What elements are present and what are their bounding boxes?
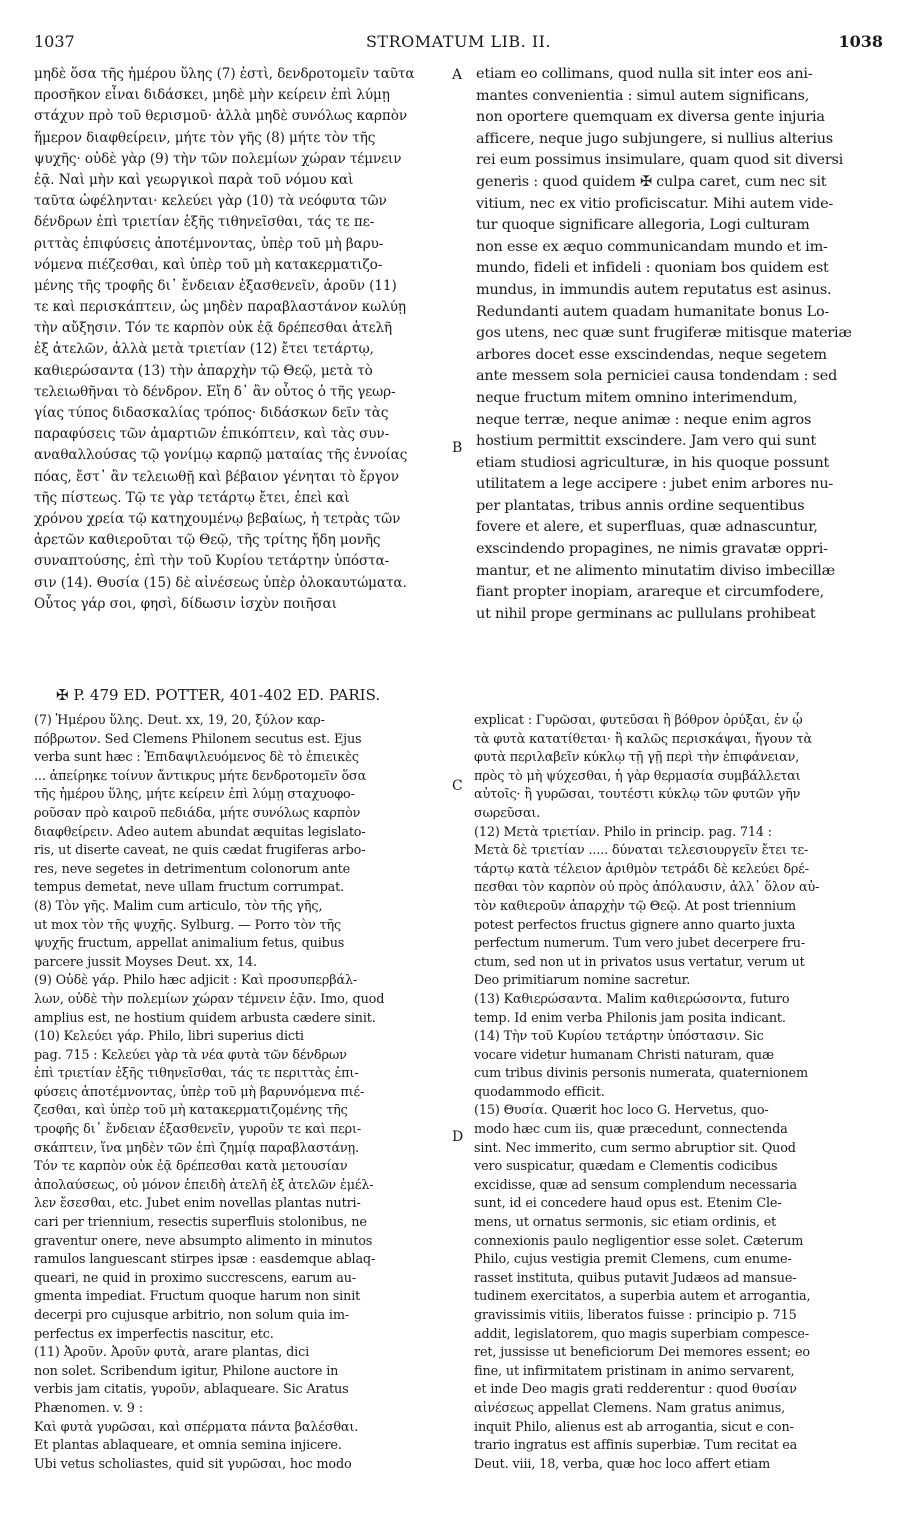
greek-text-line: νόμενα πιέζεσθαι, καὶ ὑπὲρ τοῦ μὴ κατακερματιζο- xyxy=(34,256,383,273)
latin-text-line: etiam eo collimans, quod nulla sit inter eos ani- xyxy=(476,66,813,82)
note-line: λων, οὐδὲ τὴν πολεμίων χώραν τέμνειν ἐᾷν. Imo, quod xyxy=(34,991,385,1007)
note-line: cum tribus divinis personis numerata, quaternionem xyxy=(474,1066,808,1082)
note-line: Καὶ φυτὰ γυρῶσαι, καὶ σπέρματα πάντα βαλέσθαι. xyxy=(34,1419,359,1435)
right-page-number: 1038 xyxy=(838,32,883,51)
note-line: τὰ φυτὰ κατατίθεται· ἢ καλῶς περισκάψαι, ἤγουν τὰ xyxy=(474,731,812,747)
note-line: temp. Id enim verba Philonis jam posita indicant. xyxy=(474,1010,786,1026)
note-line: sunt, id ei concedere haud opus est. Etenim Cle- xyxy=(474,1196,782,1212)
latin-text-column xyxy=(476,64,889,625)
note-line: Et plantas ablaqueare, et omnia semina injicere. xyxy=(34,1438,342,1454)
note-line: πρὸς τὸ μὴ ψύχεσθαι, ἡ γὰρ θερμασία συμβάλλεται xyxy=(474,768,801,784)
greek-text-line: μηδὲ ὅσα τῆς ἡμέρου ὕλης (7) ἐστὶ, δενδροτομεῖν ταῦτα xyxy=(34,66,415,82)
note-line: φύσεις ἀποτέμνοντας, ὑπὲρ τοῦ μὴ βαρυνόμενα πιέ- xyxy=(34,1084,365,1100)
latin-text-line: neque fructum mitem omnino interimendum, xyxy=(476,389,798,406)
note-line: (10) Κελεύει γάρ. Philo, libri superius dicti xyxy=(34,1029,304,1045)
greek-text-line: μένης τῆς τροφῆς δι᾽ ἔνδειαν ἐξασθενεῖν, ἀροῦν (11) xyxy=(34,277,397,294)
note-line: et inde Deo magis grati redderentur : quod θυσίαν xyxy=(474,1382,797,1398)
greek-text-line: ἥμερον διαφθείρειν, μήτε τὸν γῆς (8) μήτε τὸν τῆς xyxy=(34,129,376,146)
note-line: Τόν τε καρπὸν οὐκ ἐᾷ δρέπεσθαι κατὰ μετουσίαν xyxy=(34,1159,348,1175)
note-line: decerpi pro cujusque arbitrio, non solum quia im- xyxy=(34,1308,350,1323)
note-line: (15) Θυσία. Quærit hoc loco G. Hervetus, quo- xyxy=(474,1103,769,1119)
running-title: STROMATUM LIB. II. xyxy=(365,32,552,51)
greek-text-line: πόας, ἔστ᾽ ἂν τελειωθῇ καὶ βέβαιον γένηται τὸ ἔργον xyxy=(34,468,399,485)
latin-text-line: utilitatem a lege accipere : jubet enim arbores nu- xyxy=(476,476,834,493)
latin-text-line: mundus, in immundis autem reputatus est asinus. xyxy=(476,281,832,298)
note-line: (14) Τὴν τοῦ Κυρίου τετάρτην ὑπόστασιν. Sic xyxy=(474,1029,764,1045)
left-page-number: 1037 xyxy=(34,32,75,51)
latin-text-line: afficere, neque jugo subjungere, si nullius alterius xyxy=(476,130,833,147)
latin-text-line: Redundanti autem quadam humanitate bonus Lo- xyxy=(476,303,830,320)
note-line: connexionis paulo negligentior esse solet. Cæterum xyxy=(474,1233,804,1249)
note-line: tempus demetat, neve ullam fructum corrumpat. xyxy=(34,880,344,896)
note-line: sint. Nec immerito, cum sermo abruptior sit. Quod xyxy=(474,1140,796,1156)
latin-text-line: per plantatas, tribus annis ordine sequentibus xyxy=(476,497,805,514)
greek-text-line: χρόνου χρεία τῷ κατηχουμένῳ βεβαίως, ἡ τετρὰς τῶν xyxy=(34,510,401,527)
note-line: Philo, cujus vestigia premit Clemens, cum enume- xyxy=(474,1252,792,1268)
note-line: gravissimis vitiis, liberatos fuisse : principio p. 715 xyxy=(474,1308,797,1323)
greek-text-line: τε καὶ περισκάπτειν, ὡς μηδὲν παραβλαστάνον κωλύῃ xyxy=(34,299,406,316)
note-line: parcere jussit Moyses Deut. xx, 14. xyxy=(34,954,257,970)
note-line: graventur onere, neve absumpto alimento in minutos xyxy=(34,1233,373,1249)
note-line: αὐτοῖς· ἢ γυρῶσαι, τουτέστι κύκλῳ τῶν φυτῶν γῆν xyxy=(474,787,801,803)
notes-right-column xyxy=(474,712,892,1474)
greek-text-line: γίας τύπος διδασκαλίας τρόπος· διδάσκων δεῖν τὰς xyxy=(34,405,389,421)
note-line: cari per triennium, resectis superfluis stolonibus, ne xyxy=(34,1215,367,1231)
greek-text-line: τῆς πίστεως. Τῷ τε γὰρ τετάρτῳ ἔτει, ἐπεὶ καὶ xyxy=(34,489,350,506)
note-line: fine, ut infirmitatem pristinam in animo servarent, xyxy=(474,1363,795,1379)
note-line: διαφθείρειν. Adeo autem abundat æquitas legislato- xyxy=(34,824,366,840)
note-line: perfectum numerum. Tum vero jubet decerpere fru- xyxy=(474,936,805,952)
greek-text-line: τὴν αὔξησιν. Τόν τε καρπὸν οὐκ ἐᾷ δρέπεσθαι ἀτελῆ xyxy=(34,320,393,337)
note-line: vero suspicatur, quædam e Clementis codicibus xyxy=(474,1159,778,1175)
note-line: ψυχῆς fructum, appellat animalium fetus, quibus xyxy=(34,936,345,952)
margin-letter-d: D xyxy=(452,1129,464,1145)
margin-letter-b: B xyxy=(452,440,463,456)
latin-text-line: arbores docet esse exscindendas, neque segetem xyxy=(476,346,827,363)
margin-letter-a: A xyxy=(452,67,463,83)
note-line: excidisse, quæ ad sensum complendum necessaria xyxy=(474,1177,797,1193)
note-line: rasset instituta, quibus putavit Judæos ad mansue- xyxy=(474,1270,797,1286)
greek-text-line: τελειωθῆναι τὸ δένδρον. Εἴη δ᾽ ἂν οὗτος ὁ τῆς γεωρ- xyxy=(34,383,396,400)
latin-text-line: fiant propter inopiam, arareque et circumfodere, xyxy=(476,584,825,601)
note-line: ret, jussisse ut beneficiorum Dei memores essent; eo xyxy=(474,1345,810,1361)
latin-text-line: non oportere quemquam ex diversa gente injuria xyxy=(476,109,825,126)
greek-text-line: καθιερώσαντα (13) τὴν ἀπαρχὴν τῷ Θεῷ, μετὰ τὸ xyxy=(34,362,373,379)
note-line: explicat : Γυρῶσαι, φυτεῦσαι ἢ βόθρον ὀρύξαι, ἐν ᾧ xyxy=(474,713,803,728)
note-line: res, neve segetes in detrimentum colonorum ante xyxy=(34,861,351,877)
latin-text-line: mundo, fideli et infideli : quoniam bos quidem est xyxy=(476,260,829,277)
greek-text-line: σιν (14). Θυσία (15) δὲ αἰνέσεως ὑπὲρ ὁλοκαυτώματα. xyxy=(34,574,407,591)
latin-text-line: etiam studiosi agriculturæ, in his quoque possunt xyxy=(476,454,830,471)
note-line: inquit Philo, alienus est ab arrogantia, sicut e con- xyxy=(474,1419,794,1435)
note-line: ramulos languescant stirpes ipsæ : easdemque ablaq- xyxy=(34,1252,376,1268)
latin-text-line: ante messem sola perniciei causa tondendam : sed xyxy=(476,368,838,385)
note-line: (9) Οὐδὲ γάρ. Philo hæc adjicit : Καὶ προσυπερβάλ- xyxy=(34,973,358,989)
note-line: trario ingratus est affinis superbiæ. Tum recitat ea xyxy=(474,1438,798,1454)
latin-text-line: generis : quod quidem ✠ culpa caret, cum nec sit xyxy=(476,173,827,190)
note-line: πόβρωτον. Sed Clemens Philonem secutus est. Ejus xyxy=(34,731,362,747)
note-line: amplius est, ne hostium quidem arbusta cædere sinit. xyxy=(34,1010,376,1026)
note-line: ris, ut diserte caveat, ne quis cædat frugiferas arbo- xyxy=(34,843,366,859)
margin-letter-c: C xyxy=(452,778,463,794)
note-line: ... ἀπείρηκε τοίνυν ἄντικρυς μήτε δενδροτομεῖν ὅσα xyxy=(34,768,367,784)
note-line: (13) Καθιερώσαντα. Malim καθιερώσοντα, futuro xyxy=(474,991,790,1007)
note-line: τὸν καθιεροῦν ἀπαρχὴν τῷ Θεῷ. At post triennium xyxy=(474,898,796,914)
note-line: ut mox τὸν τῆς ψυχῆς. Sylburg. — Porro τὸν τῆς xyxy=(34,917,342,933)
note-line: potest perfectos fructus gignere anno quarto juxta xyxy=(474,917,796,933)
greek-text-line: ἀρετῶν καθιεροῦται τῷ Θεῷ, τῆς τρίτης ἤδη μονῆς xyxy=(34,532,381,549)
latin-text-line: ut nihil prope germinans ac pullulans prohibeat xyxy=(476,605,816,622)
note-line: pag. 715 : Κελεύει γὰρ τὰ νέα φυτὰ τῶν δένδρων xyxy=(34,1047,347,1063)
note-line: Deo primitiarum nomine sacretur. xyxy=(474,973,691,989)
note-line: φυτὰ περιλαβεῖν κύκλῳ τῇ γῇ περὶ τὴν ἐπιφάνειαν, xyxy=(474,750,800,766)
edition-reference: ✠ P. 479 ED. POTTER, 401-402 ED. PARIS. xyxy=(56,686,381,704)
greek-text-line: ἐξ ἀτελῶν, ἀλλὰ μετὰ τριετίαν (12) ἔτει τετάρτῳ, xyxy=(34,341,374,358)
latin-text-line: vitium, nec ex vitio proficiscatur. Mihi autem vide- xyxy=(476,195,834,212)
latin-text-line: non esse ex æquo communicandam mundo et im- xyxy=(476,238,828,255)
note-line: αἰνέσεως appellat Clemens. Nam gratus animus, xyxy=(474,1400,786,1416)
greek-text-line: συναπτούσης, ἐπὶ τὴν τοῦ Κυρίου τετάρτην ὑπόστα- xyxy=(34,553,390,570)
note-line: πεσθαι τὸν καρπὸν οὐ πρὸς ἀπόλαυσιν, ἀλλ᾽ ὅλον αὐ- xyxy=(474,880,820,896)
latin-text-line: exscindendo propagines, ne nimis gravatæ oppri- xyxy=(476,541,828,558)
note-line: verba sunt hæc : Ἐπιδαψιλευόμενος δὲ τὸ ἐπιεικὲς xyxy=(34,750,359,766)
note-line: vocare videtur humanam Christi naturam, quæ xyxy=(474,1047,774,1063)
note-line: σκάπτειν, ἵνα μηδὲν τῶν ἐπὶ ζημίᾳ παραβλαστάνῃ. xyxy=(34,1140,359,1156)
note-line: ροῦσαν πρὸ καιροῦ πεδιάδα, μήτε συνόλως καρπὸν xyxy=(34,805,361,821)
greek-text-line: ψυχῆς· οὐδὲ γὰρ (9) τὴν τῶν πολεμίων χώραν τέμνειν xyxy=(34,150,402,167)
latin-text-line: tur quoque significare allegoria, Logi culturam xyxy=(476,217,810,234)
greek-text-line: δένδρων ἐπὶ τριετίαν ἑξῆς τιθηνεῖσθαι, τάς τε πε- xyxy=(34,214,375,231)
note-line: perfectus ex imperfectis nascitur, etc. xyxy=(34,1326,274,1342)
note-line: (12) Μετὰ τριετίαν. Philo in princip. pag. 714 : xyxy=(474,824,772,840)
note-line: λεν ἔσεσθαι, etc. Jubet enim novellas plantas nutri- xyxy=(34,1196,361,1212)
latin-text-line: fovere et alere, et superfluas, quæ adnascuntur, xyxy=(476,519,818,536)
note-line: non solet. Scribendum igitur, Philone auctore in xyxy=(34,1363,339,1379)
latin-text-line: neque terræ, neque animæ : neque enim agros xyxy=(476,411,812,428)
note-line: verbis jam citatis, γυροῦν, ablaqueare. Sic Aratus xyxy=(34,1382,349,1398)
note-line: ctum, sed non ut in privatos usus vertatur, verum ut xyxy=(474,954,805,970)
note-line: ἀπολαύσεως, οὐ μόνον ἐπειδὴ ἀτελῆ ἐξ ἀτελῶν ἐμέλ- xyxy=(34,1177,374,1193)
note-line: τροφῆς δι᾽ ἔνδειαν ἐξασθενεῖν, γυροῦν τε καὶ περι- xyxy=(34,1122,362,1138)
note-line: Deut. viii, 18, verba, quæ hoc loco affert etiam xyxy=(474,1456,771,1472)
note-line: gmenta impediat. Fructum quoque harum non sinit xyxy=(34,1289,361,1305)
page-header xyxy=(34,32,883,54)
note-line: Μετὰ δὲ τριετίαν ..... δύναται τελεσιουργεῖν ἔτει τε- xyxy=(474,843,809,859)
greek-text-column xyxy=(34,64,444,615)
note-line: τῆς ἡμέρου ὕλης, μήτε κείρειν ἐπὶ λύμῃ σταχυοφο- xyxy=(34,787,355,803)
note-line: queari, ne quid in proximo succrescens, earum au- xyxy=(34,1270,356,1286)
notes-left-column xyxy=(34,712,452,1474)
latin-text-line: hostium permittit exscindere. Jam vero qui sunt xyxy=(476,433,817,450)
note-line: (8) Τὸν γῆς. Malim cum articulo, τὸν τῆς γῆς, xyxy=(34,898,323,914)
note-line: quodammodo efficit. xyxy=(474,1084,605,1100)
greek-text-line: Οὗτος γάρ σοι, φησὶ, δίδωσιν ἰσχὺν ποιῆσαι xyxy=(34,595,337,612)
latin-text-line: mantur, et ne alimento minutatim diviso imbecillæ xyxy=(476,562,835,579)
note-line: Ubi vetus scholiastes, quid sit γυρῶσαι, hoc modo xyxy=(34,1456,352,1472)
greek-text-line: ταῦτα ὠφέληνται· κελεύει γὰρ (10) τὰ νεόφυτα τῶν xyxy=(34,193,387,210)
note-line: σωρεῦσαι. xyxy=(474,805,541,821)
note-line: ζεσθαι, καὶ ὑπὲρ τοῦ μὴ κατακερματιζομένης τῆς xyxy=(34,1103,348,1119)
greek-text-line: προσῆκον εἶναι διδάσκει, μηδὲ μὴν κείρειν ἐπὶ λύμῃ xyxy=(34,87,390,104)
note-line: mens, ut ornatus sermonis, sic etiam ordinis, et xyxy=(474,1215,777,1231)
latin-text-line: gos utens, nec quæ sunt frugiferæ mitisque materiæ xyxy=(476,325,852,342)
note-line: τάρτῳ κατὰ τέλειον ἀριθμὸν τετράδι δὲ κελεύει δρέ- xyxy=(474,861,809,877)
greek-text-line: παραφύσεις τῶν ἁμαρτιῶν ἐπικόπτειν, καὶ τὰς συν- xyxy=(34,426,390,443)
note-line: (11) Ἀροῦν. Ἀροῦν φυτὰ, arare plantas, dici xyxy=(34,1345,310,1361)
note-line: ἐπὶ τριετίαν ἑξῆς τιθηνεῖσθαι, τάς τε περιττὰς ἐπι- xyxy=(34,1066,359,1082)
greek-text-line: αναθαλλούσας τῷ γονίμῳ καρπῷ ματαίας τῆς ἐννοίας xyxy=(34,447,408,464)
greek-text-line: στάχυν πρὸ τοῦ θερισμοῦ· ἀλλὰ μηδὲ συνόλως καρπὸν xyxy=(34,108,408,125)
latin-text-line: mantes convenientia : simul autem significans, xyxy=(476,87,810,104)
note-line: tudinem exercitatos, a superbia autem et arrogantia, xyxy=(474,1289,811,1305)
note-line: (7) Ἡμέρου ὕλης. Deut. xx, 19, 20, ξύλον καρ- xyxy=(34,713,325,728)
note-line: Phænomen. v. 9 : xyxy=(34,1400,143,1416)
note-line: addit, legislatorem, quo magis superbiam compesce- xyxy=(474,1326,810,1342)
greek-text-line: ἐᾷ. Ναὶ μὴν καὶ γεωργικοὶ παρὰ τοῦ νόμου καὶ xyxy=(34,171,354,188)
latin-text-line: rei eum possimus insimulare, quam quod sit diversi xyxy=(476,152,844,169)
note-line: modo hæc cum iis, quæ præcedunt, connectenda xyxy=(474,1122,788,1138)
greek-text-line: ριττὰς ἐπιφύσεις ἀποτέμνοντας, ὑπὲρ τοῦ μὴ βαρυ- xyxy=(34,235,384,252)
